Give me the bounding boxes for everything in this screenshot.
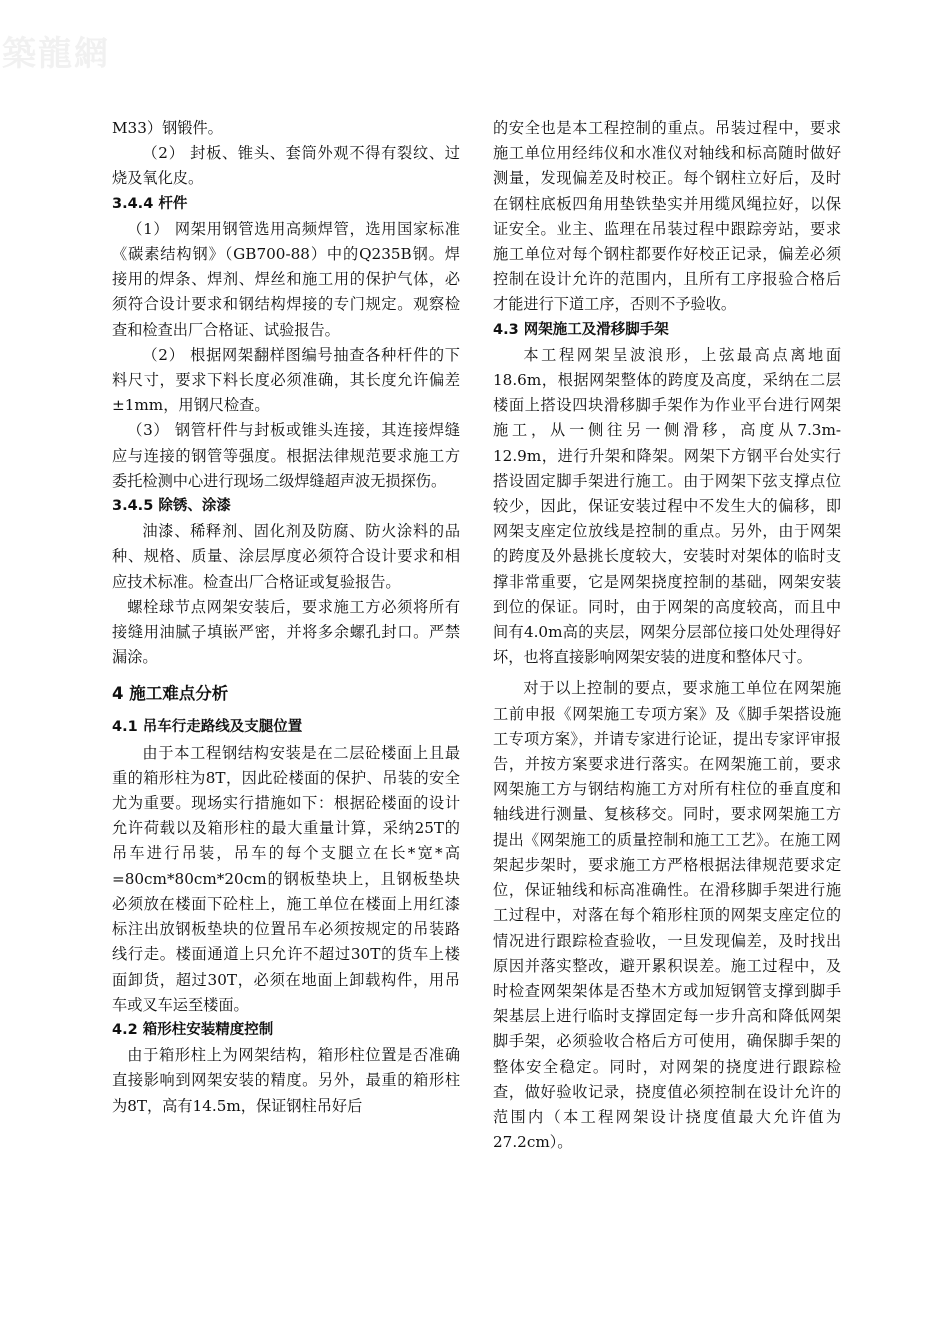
- paragraph: 由于箱形柱上为网架结构，箱形柱位置是否准确直接影响到网架安装的精度。另外，最重的箱形柱为8T，高有14.5m，保证钢柱吊好后: [112, 1046, 460, 1115]
- section-heading-3-4-4: 3.4.4 杆件: [112, 195, 188, 212]
- paragraph: （1） 网架用钢管选用高频焊管，选用国家标准《碳素结构钢》（GB700-88）中的Q235B钢。焊接用的焊条、焊剂、焊丝和施工用的保护气体，必须符合设计要求和钢结构焊接的专门规定。观察检查和检查出厂合格证、试验报告。: [112, 219, 460, 339]
- paragraph: （2） 封板、锥头、套筒外观不得有裂纹、过烧及氧化皮。: [112, 144, 460, 188]
- section-heading-3-4-5: 3.4.5 除锈、涂漆: [112, 498, 231, 515]
- paragraph: M33）钢锻件。: [112, 119, 223, 137]
- section-heading-4-3: 4.3 网架施工及滑移脚手架: [493, 321, 669, 338]
- paragraph: 本工程网架呈波浪形，上弦最高点离地面18.6m，根据网架整体的跨度及高度，采纳在二层楼面上搭设四块滑移脚手架作为作业平台进行网架施工，从一侧往另一侧滑移，高度从7.3m-12.9m，进行升架和降架。网架下方钢平台处实行搭设固定脚手架进行施工。由于网架下弦支撑点位较少，因此，保证安装过程中不发生大的偏移，即网架支座定位放线是控制的重点。另外，由于网架的跨度及外悬挑长度较大，安装时对架体的临时支撑非常重要，它是网架挠度控制的基础，网架安装到位的保证。同时，由于网架的高度较高，而且中间有4.0m高的夹层，网架分层部位接口处处理得好坏，也将直接影响网架安装的进度和整体尺寸。: [493, 345, 841, 667]
- paragraph: 由于本工程钢结构安装是在二层砼楼面上且最重的箱形柱为8T，因此砼楼面的保护、吊装的安全尤为重要。现场实行措施如下：根据砼楼面的设计允许荷载以及箱形柱的最大重量计算，采纳25T的吊车进行吊装，吊车的每个支腿立在长*宽*高=80cm*80cm*20cm的钢板垫块上，且钢板垫块必须放在楼面下砼柱上，施工单位在楼面上用红漆标注出放钢板垫块的位置吊车必须按规定的吊装路线行走。楼面通道上只允许不超过30T的货车上楼面卸货，超过30T，必须在地面上卸载构件，用吊车或叉车运至楼面。: [112, 743, 460, 1014]
- chapter-heading-4: 4 施工难点分析: [112, 684, 229, 704]
- paragraph: （2） 根据网架翻样图编号抽查各种杆件的下料尺寸，要求下料长度必须准确，其长度允许偏差±1mm，用钢尺检查。: [112, 345, 460, 415]
- section-heading-4-1: 4.1 吊车行走路线及支腿位置: [112, 719, 303, 736]
- right-column: [493, 116, 841, 1155]
- paragraph: 螺栓球节点网架安装后，要求施工方必须将所有接缝用油腻子填嵌严密，并将多余螺孔封口。严禁漏涂。: [112, 597, 460, 667]
- paragraph: 对于以上控制的要点，要求施工单位在网架施工前申报《网架施工专项方案》及《脚手架搭设施工专项方案》，并请专家进行论证，提出专家评审报告，并按方案要求进行落实。在网架施工前，要求网架施工方与钢结构施工方对所有柱位的垂直度和轴线进行测量、复核移交。同时，要求网架施工方提出《网架施工的质量控制和施工工艺》。在施工网架起步架时，要求施工方严格根据法律规范要求定位，保证轴线和标高准确性。在滑移脚手架进行施工过程中，对落在每个箱形柱顶的网架支座定位的情况进行跟踪检查验收，一旦发现偏差，及时找出原因并落实整改，避开累积误差。施工过程中，及时检查网架架体是否垫木方或加短钢管支撑到脚手架基层上进行临时支撑固定每一步升高和降低网架脚手架，必须验收合格后方可使用，确保脚手架的整体安全稳定。同时，对网架的挠度进行跟踪检查，做好验收记录，挠度值必须控制在设计允许的范围内（本工程网架设计挠度值最大允许值为27.2cm）。: [493, 679, 841, 1152]
- paragraph: 油漆、稀释剂、固化剂及防腐、防火涂料的品种、规格、质量、涂层厚度必须符合设计要求和相应技术标准。检查出厂合格证或复验报告。: [112, 522, 460, 591]
- watermark-logo: 築龍網: [2, 34, 110, 74]
- left-column: [112, 116, 460, 1119]
- paragraph: （3） 钢管杆件与封板或锥头连接，其连接焊缝应与连接的钢管等强度。根据法律规范要求施工方委托检测中心进行现场二级焊缝超声波无损探伤。: [112, 421, 460, 490]
- paragraph: 的安全也是本工程控制的重点。吊装过程中，要求施工单位用经纬仪和水准仪对轴线和标高随时做好测量，发现偏差及时校正。每个钢柱立好后，及时在钢柱底板四角用垫铁垫实并用缆风绳拉好，以保证安全。业主、监理在吊装过程中跟踪旁站，要求施工单位对每个钢柱都要作好校正记录，偏差必须控制在设计允许的范围内，且所有工序报验合格后才能进行下道工序，否则不予验收。: [493, 119, 841, 314]
- section-heading-4-2: 4.2 箱形柱安装精度控制: [112, 1021, 274, 1038]
